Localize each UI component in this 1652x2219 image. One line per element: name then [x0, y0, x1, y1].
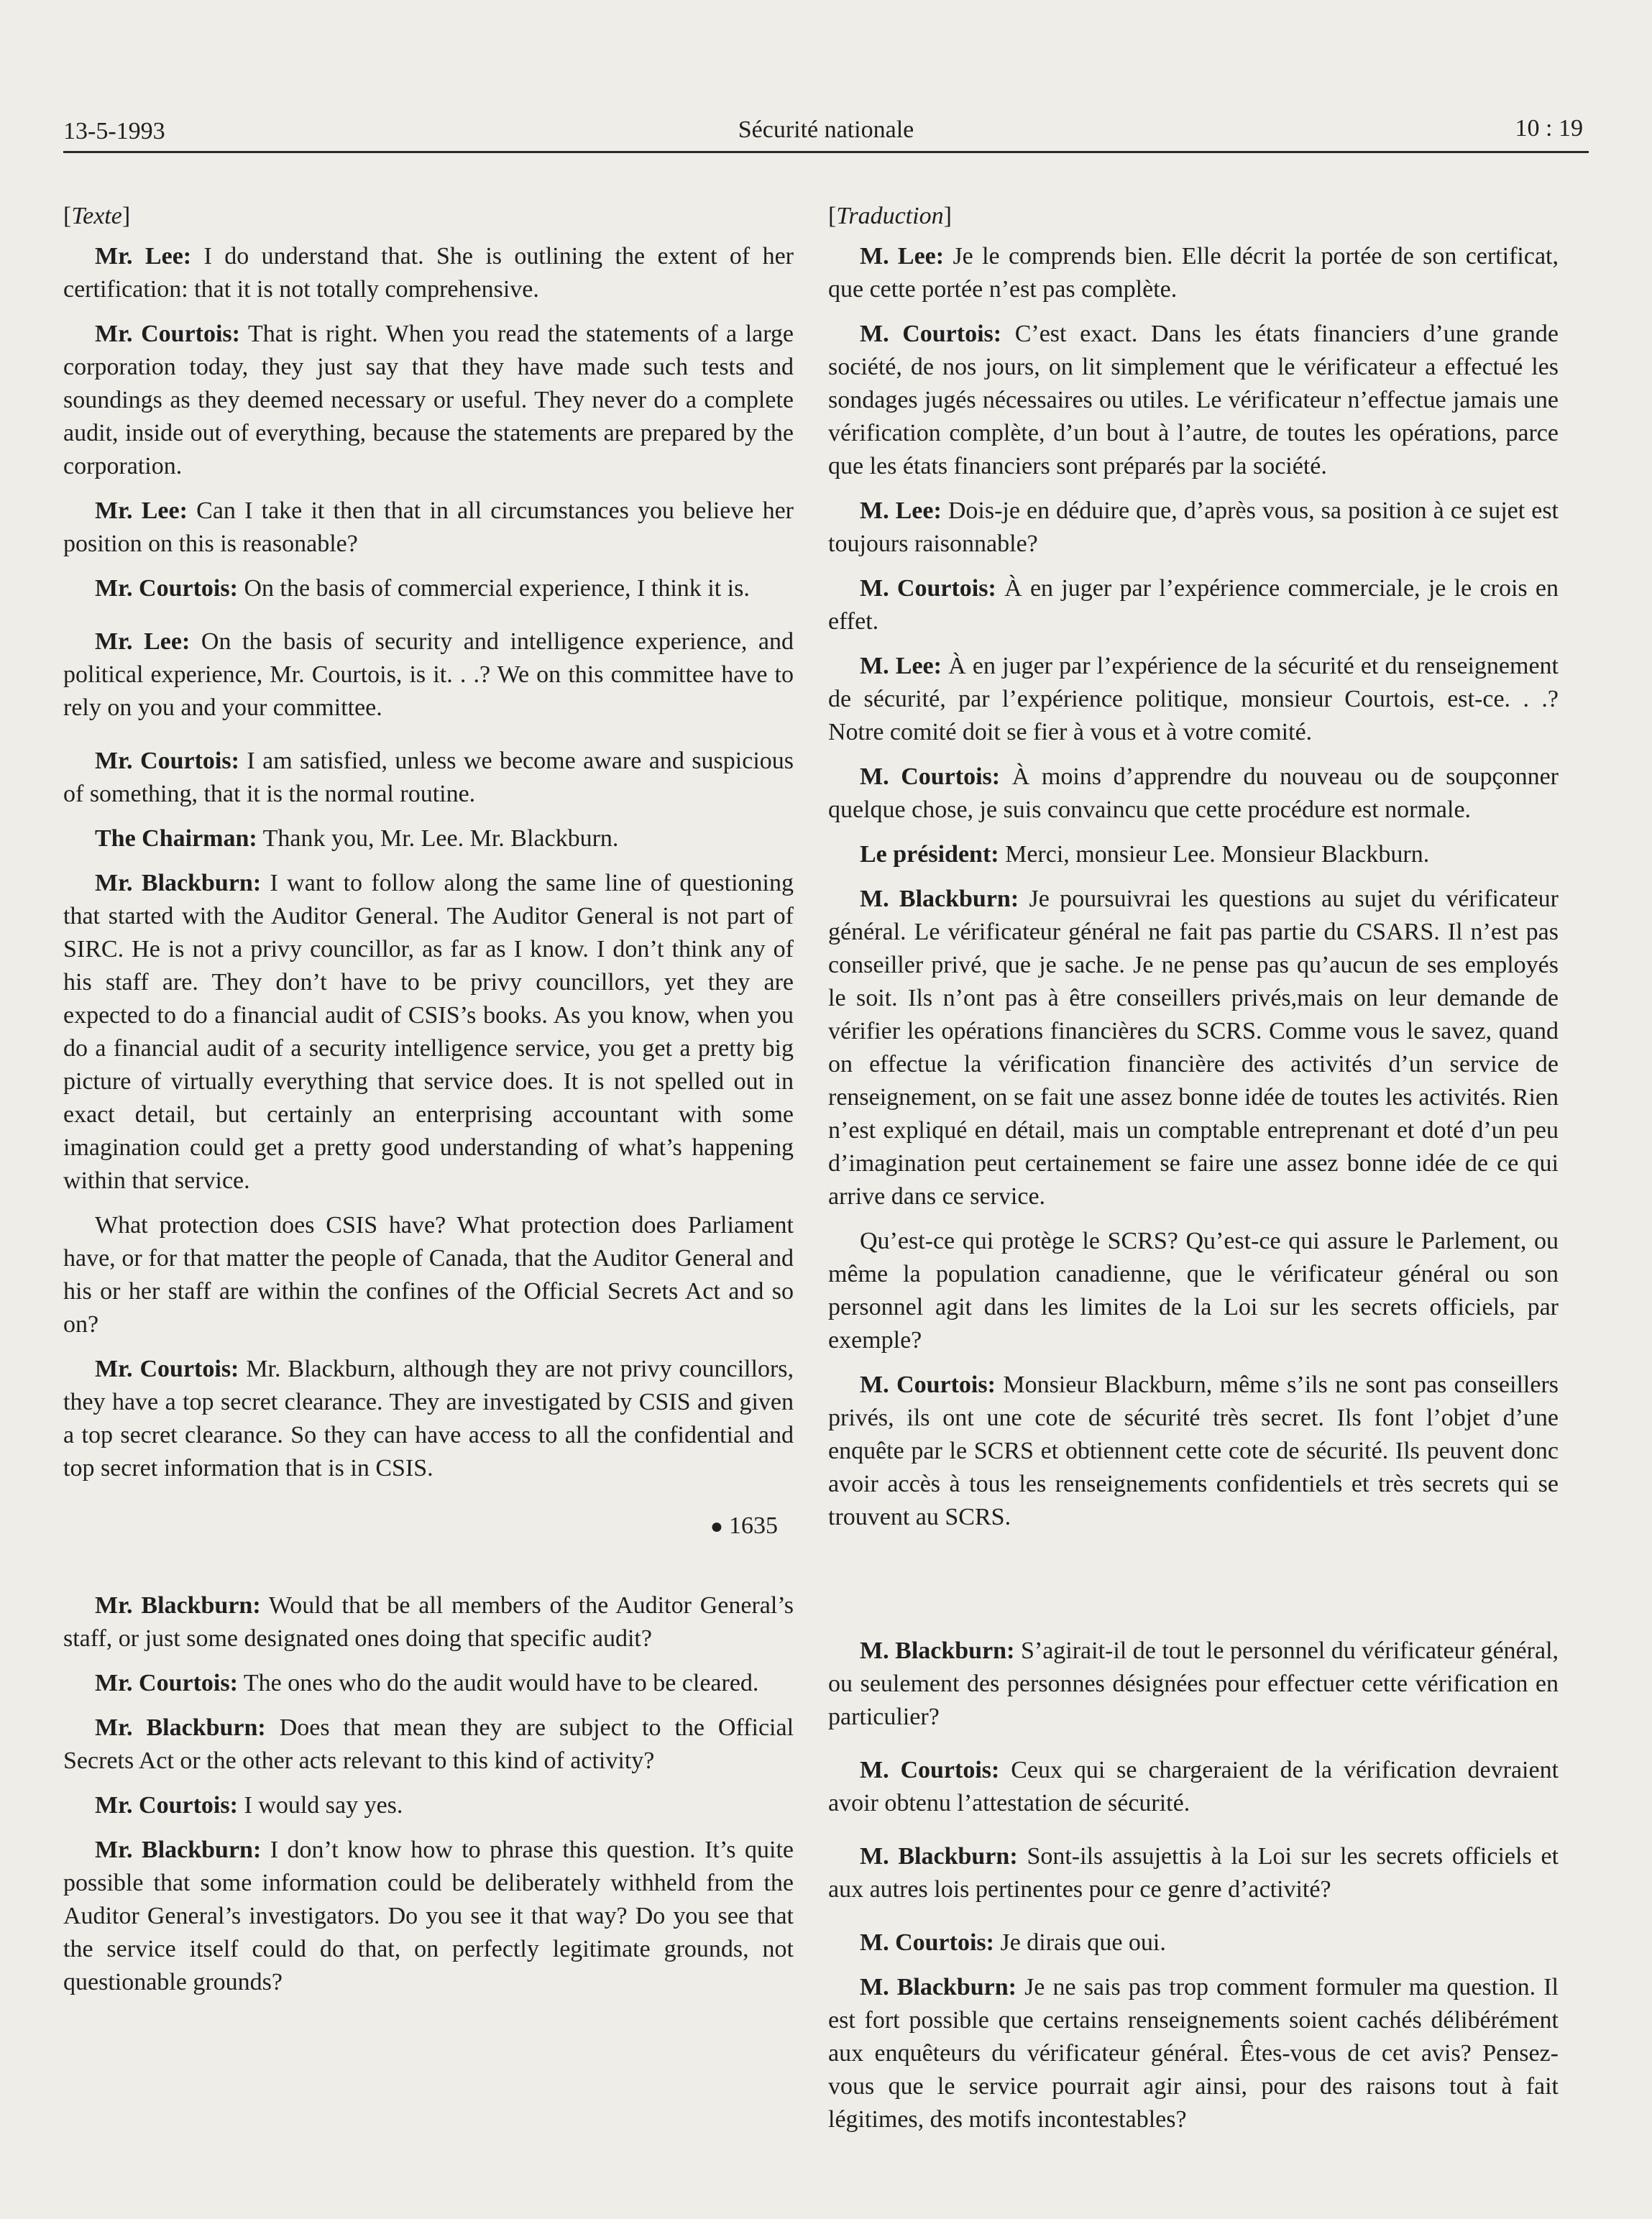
header-title: Sécurité nationale	[738, 116, 914, 143]
transcript-paragraph	[63, 1834, 794, 1999]
speaker-name: M. Courtois:	[860, 1372, 996, 1398]
transcript-paragraph	[828, 838, 1559, 871]
english-column	[63, 200, 794, 2011]
speaker-name: Le président:	[860, 841, 999, 868]
speaker-name: Mr. Courtois:	[95, 1670, 238, 1696]
speech-text: À en juger par l’expérience commerciale, je le crois en effet.	[828, 575, 1559, 635]
speech-text: C’est exact. Dans les états financiers d’une grande société, de nos jours, on lit simplement que le vérificateur a effectué les sondages jugés nécessaires ou utiles. Le vérificateur n’effectue jamais une vérification complète, d’un bout à l’autre, de toutes les opérations, parce que les états financiers sont préparés par la société.	[828, 321, 1559, 479]
header-date: 13-5-1993	[63, 118, 165, 144]
speech-text: Monsieur Blackburn, même s’ils ne sont pas conseillers privés, ils ont une cote de sécurité très secret. Ils font l’objet d’une enquête par le SCRS et obtiennent cette cote de sécurité. Ils peuvent donc avoir accès à tous les renseignements confidentiels et très secrets qui se trouvent au SCRS.	[828, 1372, 1559, 1530]
speech-text: I want to follow along the same line of questioning that started with the Auditor General. The Auditor General is not part of SIRC. He is not a privy councillor, as far as I know. I don’t think any of his staff are. They don’t have to be privy councillors, yet they are expected to do a financial audit of CSIS’s books. As you know, when you do a financial audit of a security intelligence service, you get a pretty big picture of virtually everything that service does. It is not spelled out in exact detail, but certainly an enterprising accountant with some imagination could get a pretty good understanding of what’s happening within that service.	[63, 870, 794, 1194]
speaker-name: Mr. Blackburn:	[95, 1714, 266, 1741]
transcript-paragraph	[63, 625, 794, 725]
transcript-paragraph	[828, 1840, 1559, 1906]
transcript-paragraph	[828, 1926, 1559, 1960]
speech-text: Merci, monsieur Lee. Monsieur Blackburn.	[1005, 841, 1430, 868]
time-marker: ● 1635	[710, 1512, 778, 1539]
speaker-name: M. Blackburn:	[860, 1637, 1015, 1664]
transcript-paragraph	[828, 761, 1559, 827]
speech-text: À moins d’apprendre du nouveau ou de soupçonner quelque chose, je suis convaincu que cette procédure est normale.	[828, 763, 1559, 823]
speaker-name: Mr. Courtois:	[95, 1792, 238, 1819]
transcript-paragraph	[63, 495, 794, 561]
speech-text: À en juger par l’expérience de la sécurité et du renseignement de sécurité, par l’expérience politique, monsieur Courtois, est-ce. . .? Notre comité doit se fier à vous et à votre comité.	[828, 653, 1559, 745]
speaker-name: M. Courtois:	[860, 575, 996, 602]
transcript-paragraph	[63, 1712, 794, 1778]
section-label-traduction: [Traduction]	[828, 203, 952, 229]
transcript-paragraph	[828, 1369, 1559, 1534]
speech-text: S’agirait-il de tout le personnel du vérificateur général, ou seulement des personnes désignées pour effectuer cette vérification en particulier?	[828, 1637, 1559, 1730]
speech-text: Does that mean they are subject to the Official Secrets Act or the other acts relevant to this kind of activity?	[63, 1714, 794, 1774]
header-page-number: 10 : 19	[1515, 115, 1583, 142]
transcript-paragraph	[828, 1635, 1559, 1734]
speaker-name: M. Courtois:	[860, 1757, 1000, 1783]
speech-text: Would that be all members of the Auditor General’s staff, or just some designated ones doing that specific audit?	[63, 1592, 794, 1652]
speech-text: Je poursuivrai les questions au sujet du vérificateur général. Le vérificateur général ne fait pas partie du CSARS. Il n’est pas conseiller privé, que je sache. Je ne pense pas qu’aucun de ses employés le soit. Ils n’ont pas à être conseillers privés,mais on leur demande de vérifier les opérations financières du SCRS. Comme vous le savez, quand on effectue la vérification financière des activités d’un service de renseignement, on se fait une assez bonne idée de toutes les activités. Rien n’est expliqué en détail, mais un comptable entreprenant et doté d’un peu d’imagination peut certainement se faire une assez bonne idée de ce qui arrive dans ce service.	[828, 886, 1559, 1210]
speaker-name: Mr. Lee:	[95, 628, 191, 655]
section-label-texte: [Texte]	[63, 203, 131, 229]
speaker-name: Mr. Courtois:	[95, 1356, 239, 1382]
transcript-paragraph	[828, 240, 1559, 306]
speaker-name: Mr. Lee:	[95, 497, 188, 524]
transcript-paragraph	[63, 1789, 794, 1822]
speaker-name: The Chairman:	[95, 825, 257, 852]
speech-text: On the basis of commercial experience, I think it is.	[244, 575, 750, 602]
transcript-paragraph	[63, 867, 794, 1198]
speaker-name: M. Courtois:	[860, 321, 1002, 347]
speech-text: I would say yes.	[244, 1792, 403, 1819]
speech-text: Can I take it then that in all circumstances you believe her position on this is reasonable?	[63, 497, 794, 557]
speech-text: Je le comprends bien. Elle décrit la portée de son certificat, que cette portée n’est pas complète.	[828, 243, 1559, 303]
transcript-paragraph	[828, 1754, 1559, 1820]
transcript-paragraph	[63, 822, 794, 855]
speech-text: The ones who do the audit would have to be cleared.	[243, 1670, 759, 1696]
speech-text: Je dirais que oui.	[1000, 1929, 1166, 1956]
transcript-paragraph	[828, 650, 1559, 749]
speech-text: Je ne sais pas trop comment formuler ma question. Il est fort possible que certains renseignements soient cachés délibérément aux enquêteurs du vérificateur général. Êtes-vous de cet avis? Pensez-vous que le service pourrait agir ainsi, pour des raisons tout à fait légitimes, des motifs incontestables?	[828, 1974, 1559, 2133]
transcript-paragraph	[828, 495, 1559, 561]
speaker-name: M. Courtois:	[860, 1929, 994, 1956]
speech-text: Thank you, Mr. Lee. Mr. Blackburn.	[262, 825, 619, 852]
transcript-paragraph	[63, 318, 794, 483]
speech-text: Dois-je en déduire que, d’après vous, sa position à ce sujet est toujours raisonnable?	[828, 497, 1559, 557]
transcript-paragraph	[63, 1667, 794, 1700]
speech-text: On the basis of security and intelligence experience, and political experience, Mr. Courtois, is it. . .? We on this committee have to rely on you and your committee.	[63, 628, 794, 721]
speaker-name: M. Blackburn:	[860, 1974, 1017, 2000]
transcript-paragraph	[828, 1971, 1559, 2136]
speech-text: Qu’est-ce qui protège le SCRS? Qu’est-ce qui assure le Parlement, ou même la population canadienne, que le vérificateur général ou son personnel agit dans les limites de la Loi sur les secrets officiels, par exemple?	[828, 1228, 1559, 1354]
speaker-name: M. Blackburn:	[860, 1843, 1018, 1870]
transcript-paragraph	[63, 240, 794, 306]
speaker-name: Mr. Blackburn:	[95, 1592, 261, 1619]
speaker-name: M. Lee:	[860, 243, 945, 270]
speaker-name: Mr. Blackburn:	[95, 1837, 262, 1863]
transcript-paragraph	[828, 318, 1559, 483]
speech-text: I am satisfied, unless we become aware and suspicious of something, that it is the normal routine.	[63, 748, 794, 807]
bullet-icon: ●	[710, 1515, 723, 1538]
transcript-paragraph	[828, 572, 1559, 638]
french-column	[828, 200, 1559, 2148]
transcript-paragraph	[63, 1589, 794, 1655]
page-header	[63, 108, 1589, 153]
speaker-name: Mr. Courtois:	[95, 321, 240, 347]
speaker-name: Mr. Blackburn:	[95, 870, 262, 896]
speaker-name: M. Courtois:	[860, 763, 1001, 790]
speaker-name: M. Lee:	[860, 653, 942, 679]
transcript-paragraph	[63, 1353, 794, 1485]
speech-text: Sont-ils assujettis à la Loi sur les secrets officiels et aux autres lois pertinentes pour ce genre d’activité?	[828, 1843, 1559, 1903]
transcript-paragraph	[63, 572, 794, 605]
transcript-paragraph	[63, 1209, 794, 1341]
speaker-name: Mr. Lee:	[95, 243, 192, 270]
transcript-paragraph	[828, 883, 1559, 1213]
speech-text: I do understand that. She is outlining the extent of her certification: that it is not totally comprehensive.	[63, 243, 794, 303]
speaker-name: M. Blackburn:	[860, 886, 1019, 912]
speech-text: I don’t know how to phrase this question. It’s quite possible that some information could be deliberately withheld from the Auditor General’s investigators. Do you see it that way? Do you see that the service itself could do that, on perfectly legitimate grounds, not questionable grounds?	[63, 1837, 794, 1995]
transcript-paragraph	[828, 1225, 1559, 1357]
speech-text: Mr. Blackburn, although they are not privy councillors, they have a top secret clearance. They are investigated by CSIS and given a top secret clearance. So they can have access to all the confidential and top secret information that is in CSIS.	[63, 1356, 794, 1481]
speech-text: That is right. When you read the statements of a large corporation today, they just say that they have made such tests and soundings as they deemed necessary or useful. They never do a complete audit, inside out of everything, because the statements are prepared by the corporation.	[63, 321, 794, 479]
speaker-name: M. Lee:	[860, 497, 942, 524]
speech-text: What protection does CSIS have? What protection does Parliament have, or for that matter the people of Canada, that the Auditor General and his or her staff are within the confines of the Official Secrets Act and so on?	[63, 1212, 794, 1338]
speaker-name: Mr. Courtois:	[95, 575, 238, 602]
speech-text: Ceux qui se chargeraient de la vérification devraient avoir obtenu l’attestation de sécurité.	[828, 1757, 1559, 1816]
transcript-paragraph	[63, 745, 794, 811]
speaker-name: Mr. Courtois:	[95, 748, 239, 774]
